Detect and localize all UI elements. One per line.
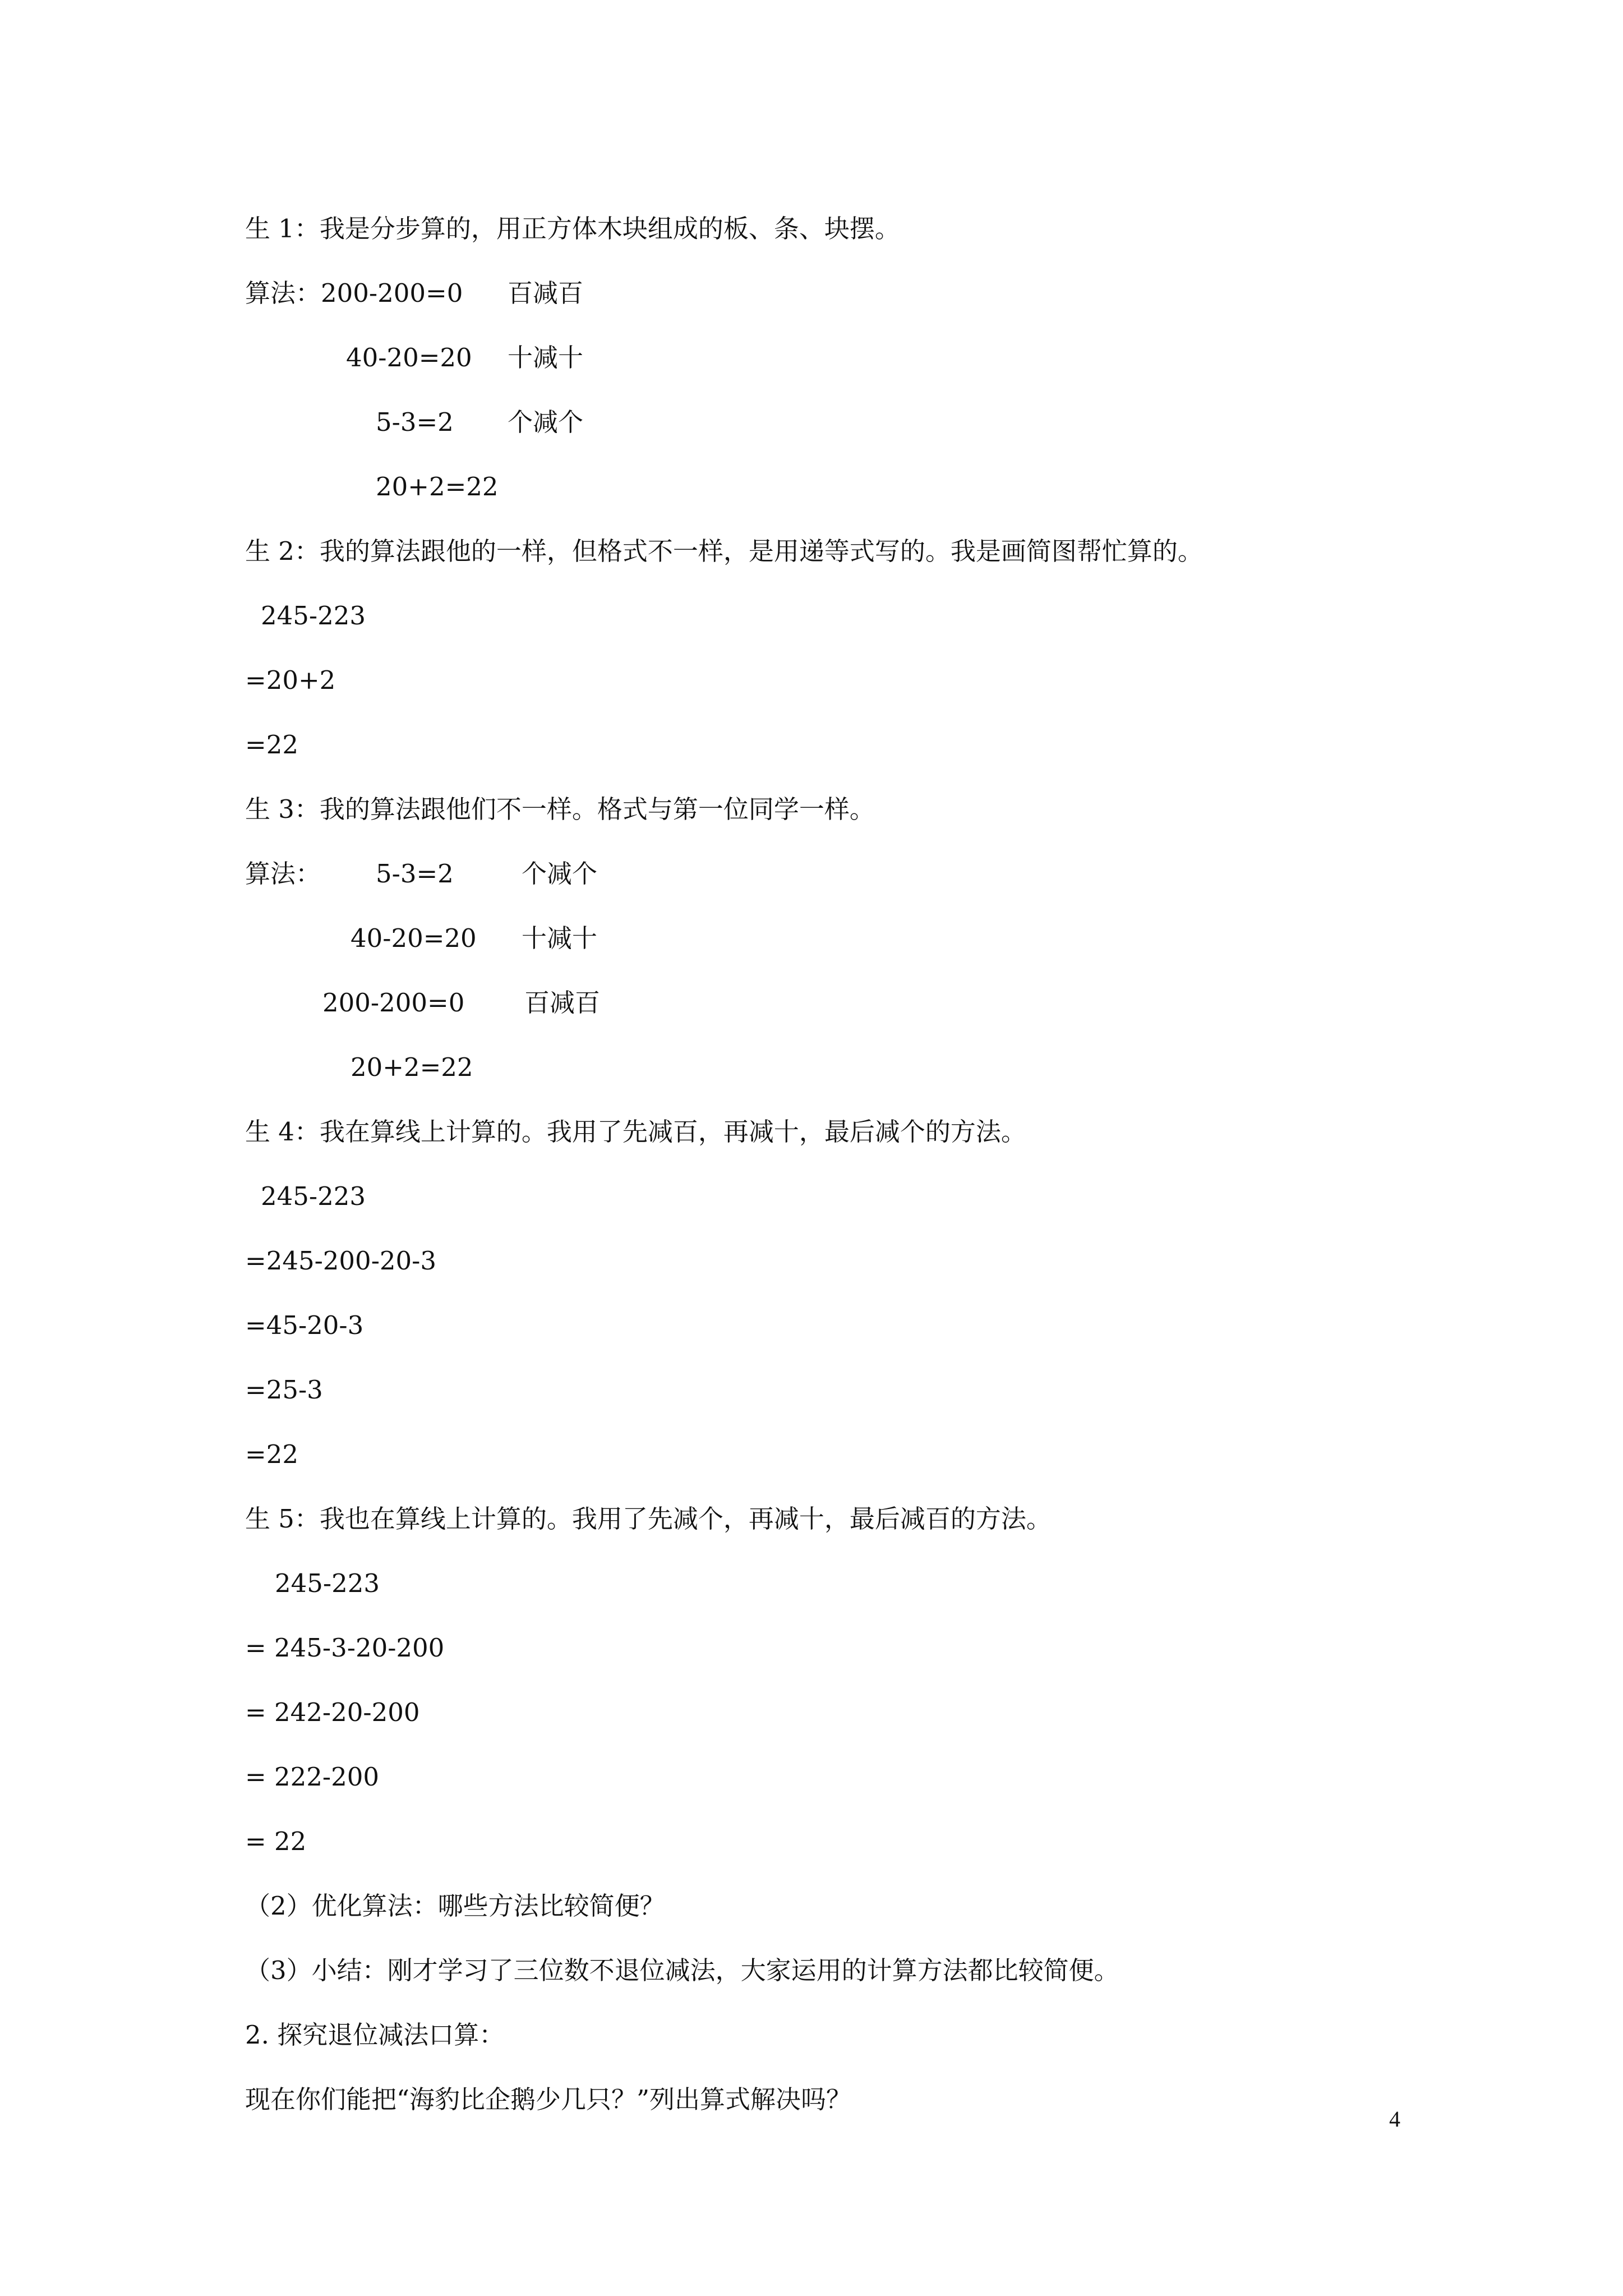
method-3-step-2-note: 十减十 <box>522 923 598 953</box>
method-3-step-1-note: 个减个 <box>522 859 598 889</box>
method-1-step-1: 算法：200-200=0 <box>245 278 463 308</box>
student-4-equation-4: =25-3 <box>245 1375 323 1405</box>
method-1-step-3-note: 个减个 <box>508 407 584 437</box>
student-2-equation-1: 245-223 <box>261 601 366 631</box>
method-1-step-4: 20+2=22 <box>376 472 499 501</box>
summary: （3）小结：刚才学习了三位数不退位减法，大家运用的计算方法都比较简便。 <box>245 1955 1119 1985</box>
method-1-step-1-note: 百减百 <box>508 278 584 308</box>
method-3-step-3: 200-200=0 <box>322 988 465 1018</box>
method-3-step-1: 5-3=2 <box>376 859 454 889</box>
student-5-equation-4: = 222-200 <box>245 1762 379 1792</box>
student-2-equation-3: =22 <box>245 730 298 760</box>
student-4-equation-1: 245-223 <box>261 1181 366 1211</box>
closing-question: 现在你们能把“海豹比企鹅少几只？”列出算式解决吗？ <box>245 2085 852 2114</box>
student-5-statement: 生 5：我也在算线上计算的。我用了先减个，再减十，最后减百的方法。 <box>245 1504 1052 1534</box>
method-3-step-4: 20+2=22 <box>351 1052 473 1082</box>
student-5-equation-3: = 242-20-200 <box>245 1697 420 1727</box>
student-5-equation-5: = 22 <box>245 1826 307 1856</box>
student-4-equation-3: =45-20-3 <box>245 1310 364 1340</box>
method-1-step-3: 5-3=2 <box>376 407 454 437</box>
section-heading: 2. 探究退位减法口算： <box>245 2020 505 2050</box>
student-2-equation-2: =20+2 <box>245 665 336 695</box>
student-5-equation-2: = 245-3-20-200 <box>245 1633 445 1663</box>
optimize-methods: （2）优化算法：哪些方法比较简便？ <box>245 1891 665 1921</box>
student-4-statement: 生 4：我在算线上计算的。我用了先减百，再减十，最后减个的方法。 <box>245 1117 1026 1147</box>
student-5-equation-1: 245-223 <box>275 1568 380 1598</box>
student-4-equation-2: =245-200-20-3 <box>245 1246 436 1276</box>
method-1-step-2: 40-20=20 <box>346 343 472 372</box>
method-1-step-2-note: 十减十 <box>508 343 584 372</box>
method-3-step-3-note: 百减百 <box>524 988 601 1018</box>
page-number: 4 <box>1389 2106 1400 2132</box>
student-4-equation-5: =22 <box>245 1439 298 1469</box>
student-1-statement: 生 1：我是分步算的，用正方体木块组成的板、条、块摆。 <box>245 214 900 243</box>
method-3-label: 算法： <box>245 859 321 889</box>
student-2-statement: 生 2：我的算法跟他的一样，但格式不一样，是用递等式写的。我是画简图帮忙算的。 <box>245 536 1203 566</box>
student-3-statement: 生 3：我的算法跟他们不一样。格式与第一位同学一样。 <box>245 794 875 824</box>
method-3-step-2: 40-20=20 <box>351 923 477 953</box>
